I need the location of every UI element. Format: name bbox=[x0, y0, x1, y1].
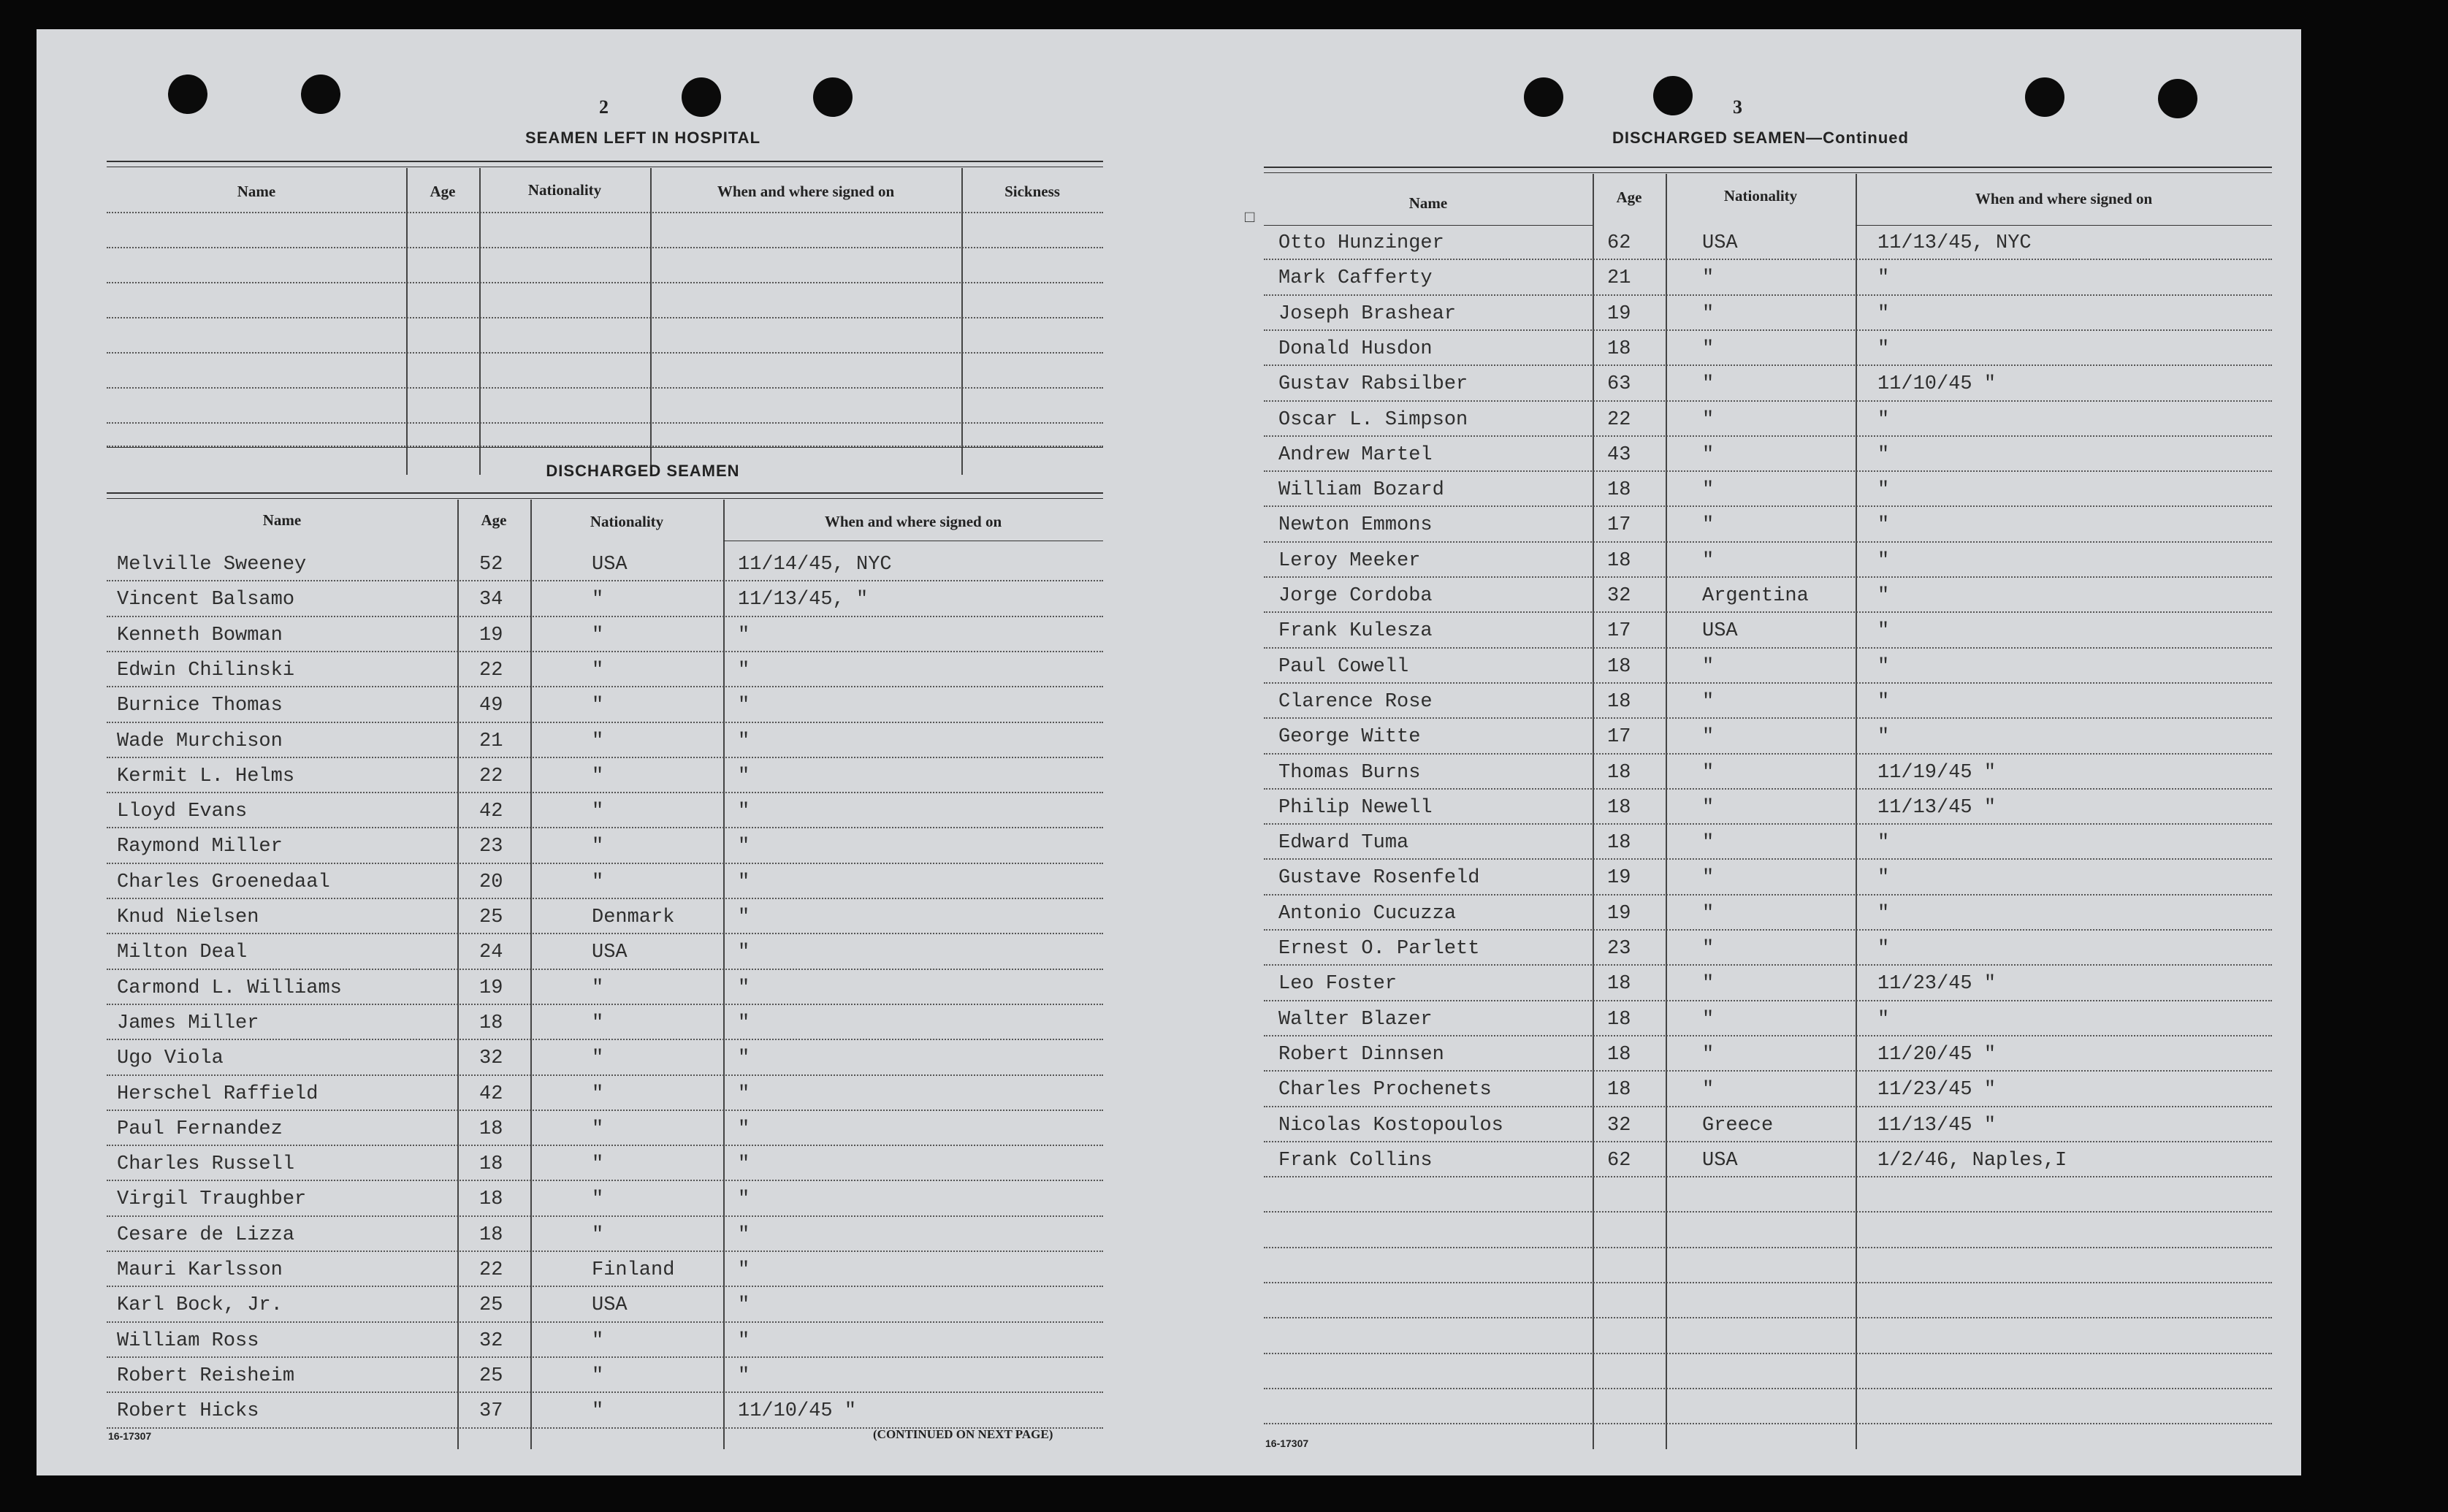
cell-name: Frank Kulesza bbox=[1278, 620, 1433, 643]
col-header-name: Name bbox=[237, 183, 276, 200]
row-rule bbox=[1264, 788, 2272, 790]
row-rule bbox=[1264, 1388, 2272, 1389]
cell-nationality: Greece bbox=[1702, 1114, 1774, 1137]
cell-name: Joseph Brashear bbox=[1278, 302, 1457, 325]
cell-age: 17 bbox=[1607, 514, 1631, 537]
cell-name: Andrew Martel bbox=[1278, 443, 1433, 466]
cell-age: 18 bbox=[479, 1118, 503, 1140]
cell-name: Carmond L. Williams bbox=[117, 977, 342, 999]
cell-age: 18 bbox=[1607, 690, 1631, 713]
cell-nationality: " bbox=[592, 589, 604, 611]
cell-signed: " bbox=[1877, 726, 1890, 749]
row-rule bbox=[1264, 1211, 2272, 1213]
right-page bbox=[1198, 29, 2301, 1475]
cell-signed: " bbox=[738, 942, 750, 964]
cell-age: 22 bbox=[479, 1259, 503, 1281]
cell-age: 42 bbox=[479, 1083, 503, 1105]
cell-signed: " bbox=[738, 1259, 750, 1281]
cell-nationality: " bbox=[1702, 302, 1715, 325]
cell-name: Karl Bock, Jr. bbox=[117, 1294, 283, 1317]
cell-nationality: " bbox=[1702, 1079, 1715, 1101]
form-number: 16-17307 bbox=[108, 1430, 152, 1442]
cell-name: Clarence Rose bbox=[1278, 690, 1433, 713]
cell-age: 25 bbox=[479, 1294, 503, 1317]
form-number: 16-17307 bbox=[1265, 1437, 1309, 1449]
cell-signed: 11/13/45 " bbox=[1877, 796, 1997, 819]
document-sheet bbox=[37, 29, 2301, 1475]
row-rule bbox=[107, 863, 1103, 864]
cell-nationality: " bbox=[1702, 549, 1715, 572]
cell-nationality: " bbox=[592, 1153, 604, 1176]
cell-signed: " bbox=[738, 1294, 750, 1317]
cell-age: 17 bbox=[1607, 620, 1631, 643]
cell-nationality: " bbox=[1702, 1008, 1715, 1031]
cell-name: Edwin Chilinski bbox=[117, 659, 295, 681]
cell-nationality: " bbox=[1702, 408, 1715, 431]
cell-age: 18 bbox=[1607, 973, 1631, 996]
cell-name: Leroy Meeker bbox=[1278, 549, 1421, 572]
cell-age: 32 bbox=[479, 1329, 503, 1352]
row-rule bbox=[1264, 541, 2272, 543]
cell-name: Ernest O. Parlett bbox=[1278, 938, 1480, 960]
cell-signed: 11/10/45 " bbox=[738, 1400, 857, 1423]
cell-age: 18 bbox=[1607, 1079, 1631, 1101]
row-rule bbox=[1264, 929, 2272, 931]
cell-signed: 11/13/45, NYC bbox=[1877, 232, 2032, 254]
cell-nationality: USA bbox=[1702, 620, 1738, 643]
cell-age: 24 bbox=[479, 942, 503, 964]
cell-age: 42 bbox=[479, 801, 503, 823]
cell-signed: " bbox=[738, 1118, 750, 1140]
cell-signed: 1/2/46, Naples,I bbox=[1877, 1149, 2067, 1172]
cell-signed: " bbox=[1877, 832, 1890, 855]
cell-nationality: " bbox=[592, 1012, 604, 1034]
cell-signed: " bbox=[1877, 1008, 1890, 1031]
cell-name: Burnice Thomas bbox=[117, 695, 283, 717]
cell-name: Antonio Cucuzza bbox=[1278, 902, 1457, 925]
cell-signed: " bbox=[1877, 620, 1890, 643]
cell-name: Philip Newell bbox=[1278, 796, 1433, 819]
row-rule bbox=[107, 1074, 1103, 1076]
row-rule bbox=[1264, 294, 2272, 296]
col-header-signed-on: When and where signed on bbox=[717, 183, 895, 200]
row-rule bbox=[1264, 329, 2272, 331]
cell-age: 18 bbox=[479, 1223, 503, 1246]
cell-age: 19 bbox=[479, 977, 503, 999]
cell-age: 18 bbox=[1607, 761, 1631, 784]
row-rule bbox=[1264, 1070, 2272, 1072]
cell-signed: " bbox=[738, 1153, 750, 1176]
cell-signed: " bbox=[738, 695, 750, 717]
row-rule bbox=[107, 651, 1103, 652]
cell-nationality: " bbox=[1702, 902, 1715, 925]
cell-age: 18 bbox=[1607, 655, 1631, 678]
row-rule bbox=[1264, 682, 2272, 684]
col-header-name: Name bbox=[262, 511, 302, 529]
cell-signed: " bbox=[738, 801, 750, 823]
cell-age: 18 bbox=[479, 1153, 503, 1176]
cell-name: Charles Groenedaal bbox=[117, 871, 330, 893]
cell-name: Kermit L. Helms bbox=[117, 765, 295, 787]
cell-nationality: USA bbox=[592, 942, 628, 964]
cell-signed: " bbox=[1877, 302, 1890, 325]
cell-nationality: " bbox=[592, 871, 604, 893]
cell-age: 52 bbox=[479, 554, 503, 576]
cell-name: Herschel Raffield bbox=[117, 1083, 319, 1105]
cell-nationality: " bbox=[1702, 867, 1715, 890]
row-rule bbox=[1264, 1247, 2272, 1248]
cell-name: William Ross bbox=[117, 1329, 259, 1352]
cell-nationality: " bbox=[1702, 514, 1715, 537]
cell-age: 23 bbox=[1607, 938, 1631, 960]
cell-signed: 11/19/45 " bbox=[1877, 761, 1997, 784]
row-rule bbox=[1264, 964, 2272, 966]
cell-age: 63 bbox=[1607, 373, 1631, 396]
cell-name: Vincent Balsamo bbox=[117, 589, 295, 611]
row-rule bbox=[107, 933, 1103, 934]
cell-nationality: " bbox=[592, 1223, 604, 1246]
cell-age: 19 bbox=[479, 624, 503, 646]
cell-nationality: " bbox=[1702, 443, 1715, 466]
row-rule bbox=[1264, 858, 2272, 860]
row-rule bbox=[107, 969, 1103, 970]
cell-age: 22 bbox=[479, 765, 503, 787]
cell-nationality: " bbox=[592, 1118, 604, 1140]
cell-signed: 11/23/45 " bbox=[1877, 973, 1997, 996]
cell-signed: " bbox=[1877, 514, 1890, 537]
row-rule bbox=[107, 792, 1103, 793]
discharged-continued-title: DISCHARGED SEAMEN—Continued bbox=[1612, 129, 1909, 147]
row-rule bbox=[1264, 611, 2272, 613]
col-header-signed-on: When and where signed on bbox=[824, 513, 1002, 530]
cell-age: 21 bbox=[1607, 267, 1631, 290]
cell-name: Gustave Rosenfeld bbox=[1278, 867, 1480, 890]
cell-nationality: " bbox=[592, 1047, 604, 1070]
row-rule bbox=[1264, 1423, 2272, 1424]
cell-name: Walter Blazer bbox=[1278, 1008, 1433, 1031]
cell-age: 34 bbox=[479, 589, 503, 611]
cell-name: Leo Foster bbox=[1278, 973, 1398, 996]
col-header-age: Age bbox=[1616, 188, 1642, 206]
cell-age: 62 bbox=[1607, 232, 1631, 254]
row-rule bbox=[107, 686, 1103, 687]
cell-age: 25 bbox=[479, 1364, 503, 1387]
cell-signed: " bbox=[738, 624, 750, 646]
cell-signed: " bbox=[738, 730, 750, 752]
cell-signed: " bbox=[738, 1012, 750, 1034]
cell-signed: 11/13/45, " bbox=[738, 589, 869, 611]
row-rule bbox=[107, 1391, 1103, 1393]
row-rule bbox=[1264, 647, 2272, 649]
col-header-age: Age bbox=[430, 183, 456, 200]
cell-nationality: USA bbox=[1702, 232, 1738, 254]
cell-age: 32 bbox=[479, 1047, 503, 1070]
row-rule bbox=[1264, 576, 2272, 578]
row-rule bbox=[107, 1004, 1103, 1005]
cell-nationality: Argentina bbox=[1702, 585, 1809, 607]
cell-signed: " bbox=[1877, 690, 1890, 713]
cell-signed: " bbox=[738, 977, 750, 999]
cell-name: Donald Husdon bbox=[1278, 337, 1433, 360]
cell-age: 20 bbox=[479, 871, 503, 893]
row-rule bbox=[107, 1356, 1103, 1358]
cell-nationality: " bbox=[1702, 1043, 1715, 1066]
cell-name: George Witte bbox=[1278, 726, 1421, 749]
row-rule bbox=[1264, 364, 2272, 366]
col-header-name: Name bbox=[1408, 194, 1448, 212]
row-rule bbox=[107, 722, 1103, 723]
cell-nationality: USA bbox=[1702, 1149, 1738, 1172]
row-rule bbox=[1264, 1141, 2272, 1142]
row-rule bbox=[1264, 505, 2272, 507]
cell-name: Mauri Karlsson bbox=[117, 1259, 283, 1281]
cell-nationality: " bbox=[592, 801, 604, 823]
cell-nationality: " bbox=[592, 1083, 604, 1105]
cell-name: Melville Sweeney bbox=[117, 554, 307, 576]
cell-name: Paul Fernandez bbox=[117, 1118, 283, 1140]
cell-name: Oscar L. Simpson bbox=[1278, 408, 1468, 431]
row-rule bbox=[107, 1286, 1103, 1287]
cell-nationality: " bbox=[1702, 832, 1715, 855]
cell-signed: 11/13/45 " bbox=[1877, 1114, 1997, 1137]
row-rule bbox=[107, 1215, 1103, 1217]
cell-signed: " bbox=[1877, 902, 1890, 925]
row-rule bbox=[1264, 1317, 2272, 1318]
cell-age: 37 bbox=[479, 1400, 503, 1423]
cell-name: Kenneth Bowman bbox=[117, 624, 283, 646]
row-rule bbox=[107, 827, 1103, 828]
cell-age: 19 bbox=[1607, 867, 1631, 890]
cell-nationality: " bbox=[1702, 726, 1715, 749]
cell-signed: " bbox=[1877, 267, 1890, 290]
cell-age: 18 bbox=[479, 1012, 503, 1034]
cell-name: Robert Dinnsen bbox=[1278, 1043, 1444, 1066]
row-rule bbox=[107, 757, 1103, 758]
cell-nationality: " bbox=[1702, 337, 1715, 360]
col-header-nationality: Nationality bbox=[1723, 187, 1798, 205]
cell-age: 18 bbox=[1607, 337, 1631, 360]
cell-name: Milton Deal bbox=[117, 942, 248, 964]
cell-signed: " bbox=[738, 1329, 750, 1352]
row-rule bbox=[1264, 823, 2272, 825]
cell-name: Newton Emmons bbox=[1278, 514, 1433, 537]
cell-nationality: " bbox=[592, 624, 604, 646]
cell-signed: " bbox=[738, 1188, 750, 1211]
cell-age: 18 bbox=[1607, 549, 1631, 572]
cell-nationality: Finland bbox=[592, 1259, 675, 1281]
left-page bbox=[37, 29, 1162, 1475]
row-rule bbox=[1264, 470, 2272, 472]
cell-name: Lloyd Evans bbox=[117, 801, 248, 823]
row-rule bbox=[1264, 717, 2272, 719]
cell-nationality: " bbox=[592, 977, 604, 999]
cell-signed: " bbox=[1877, 585, 1890, 607]
cell-nationality: " bbox=[592, 1400, 604, 1423]
cell-age: 18 bbox=[1607, 479, 1631, 502]
cell-nationality: USA bbox=[592, 554, 628, 576]
cell-signed: " bbox=[738, 659, 750, 681]
cell-nationality: USA bbox=[592, 1294, 628, 1317]
cell-signed: 11/20/45 " bbox=[1877, 1043, 1997, 1066]
margin-mark: □ bbox=[1245, 207, 1255, 226]
col-header-nationality: Nationality bbox=[590, 513, 664, 530]
cell-nationality: " bbox=[592, 836, 604, 858]
cell-name: Wade Murchison bbox=[117, 730, 283, 752]
cell-signed: " bbox=[738, 1223, 750, 1246]
cell-nationality: " bbox=[592, 659, 604, 681]
cell-name: Charles Prochenets bbox=[1278, 1079, 1492, 1101]
cell-age: 21 bbox=[479, 730, 503, 752]
cell-signed: " bbox=[1877, 655, 1890, 678]
cell-name: Thomas Burns bbox=[1278, 761, 1421, 784]
cell-nationality: " bbox=[1702, 938, 1715, 960]
cell-signed: " bbox=[1877, 479, 1890, 502]
cell-nationality: " bbox=[1702, 373, 1715, 396]
cell-age: 19 bbox=[1607, 302, 1631, 325]
cell-name: Paul Cowell bbox=[1278, 655, 1409, 678]
row-rule bbox=[1264, 1353, 2272, 1354]
cell-nationality: " bbox=[1702, 973, 1715, 996]
row-rule bbox=[107, 898, 1103, 899]
cell-age: 18 bbox=[1607, 1043, 1631, 1066]
cell-signed: " bbox=[1877, 337, 1890, 360]
cell-age: 22 bbox=[479, 659, 503, 681]
col-header-signed-on: When and where signed on bbox=[1975, 190, 2153, 207]
cell-name: Otto Hunzinger bbox=[1278, 232, 1444, 254]
cell-nationality: " bbox=[592, 765, 604, 787]
cell-nationality: " bbox=[1702, 479, 1715, 502]
cell-signed: " bbox=[738, 1364, 750, 1387]
cell-name: Mark Cafferty bbox=[1278, 267, 1433, 290]
cell-signed: " bbox=[738, 836, 750, 858]
row-rule bbox=[107, 1180, 1103, 1181]
row-rule bbox=[107, 1110, 1103, 1111]
row-rule bbox=[1264, 435, 2272, 437]
cell-signed: " bbox=[738, 1083, 750, 1105]
hospital-section-title: SEAMEN LEFT IN HOSPITAL bbox=[525, 129, 761, 147]
cell-nationality: " bbox=[592, 1364, 604, 1387]
cell-signed: " bbox=[738, 1047, 750, 1070]
cell-name: Robert Reisheim bbox=[117, 1364, 295, 1387]
row-rule bbox=[107, 1145, 1103, 1146]
col-header-sickness: Sickness bbox=[1004, 183, 1060, 200]
discharged-section-title: DISCHARGED SEAMEN bbox=[546, 462, 740, 480]
cell-signed: " bbox=[1877, 549, 1890, 572]
cell-nationality: " bbox=[592, 730, 604, 752]
cell-age: 22 bbox=[1607, 408, 1631, 431]
cell-signed: 11/23/45 " bbox=[1877, 1079, 1997, 1101]
cell-signed: " bbox=[1877, 408, 1890, 431]
cell-signed: " bbox=[1877, 867, 1890, 890]
page-number: 2 bbox=[599, 96, 609, 118]
cell-age: 62 bbox=[1607, 1149, 1631, 1172]
cell-name: Gustav Rabsilber bbox=[1278, 373, 1468, 396]
cell-nationality: " bbox=[1702, 267, 1715, 290]
page-number: 3 bbox=[1733, 96, 1742, 118]
col-header-age: Age bbox=[481, 511, 507, 529]
row-rule bbox=[1264, 1282, 2272, 1283]
cell-name: James Miller bbox=[117, 1012, 259, 1034]
cell-age: 25 bbox=[479, 906, 503, 928]
row-rule bbox=[1264, 400, 2272, 402]
row-rule bbox=[107, 616, 1103, 617]
col-header-nationality: Nationality bbox=[527, 181, 602, 199]
cell-nationality: " bbox=[1702, 690, 1715, 713]
row-rule bbox=[1264, 753, 2272, 755]
cell-age: 19 bbox=[1607, 902, 1631, 925]
cell-name: Ugo Viola bbox=[117, 1047, 224, 1070]
cell-age: 18 bbox=[1607, 1008, 1631, 1031]
row-rule bbox=[107, 1321, 1103, 1323]
cell-age: 43 bbox=[1607, 443, 1631, 466]
cell-nationality: " bbox=[592, 1329, 604, 1352]
cell-age: 32 bbox=[1607, 1114, 1631, 1137]
cell-signed: " bbox=[1877, 938, 1890, 960]
row-rule bbox=[107, 580, 1103, 581]
cell-age: 32 bbox=[1607, 585, 1631, 607]
cell-nationality: " bbox=[1702, 796, 1715, 819]
cell-name: Edward Tuma bbox=[1278, 832, 1409, 855]
row-rule bbox=[1264, 894, 2272, 896]
cell-signed: " bbox=[738, 871, 750, 893]
cell-name: William Bozard bbox=[1278, 479, 1444, 502]
cell-name: Nicolas Kostopoulos bbox=[1278, 1114, 1503, 1137]
row-rule bbox=[1264, 1035, 2272, 1036]
cell-name: Cesare de Lizza bbox=[117, 1223, 295, 1246]
cell-name: Frank Collins bbox=[1278, 1149, 1433, 1172]
cell-age: 18 bbox=[1607, 832, 1631, 855]
cell-age: 18 bbox=[479, 1188, 503, 1211]
cell-nationality: " bbox=[1702, 655, 1715, 678]
cell-age: 49 bbox=[479, 695, 503, 717]
row-rule bbox=[1264, 1000, 2272, 1001]
cell-name: Virgil Traughber bbox=[117, 1188, 307, 1211]
cell-signed: " bbox=[738, 906, 750, 928]
row-rule bbox=[1264, 1176, 2272, 1177]
cell-age: 17 bbox=[1607, 726, 1631, 749]
row-rule bbox=[107, 1039, 1103, 1040]
cell-nationality: " bbox=[592, 695, 604, 717]
cell-signed: 11/10/45 " bbox=[1877, 373, 1997, 396]
cell-signed: " bbox=[1877, 443, 1890, 466]
cell-nationality: " bbox=[592, 1188, 604, 1211]
row-rule bbox=[1264, 1106, 2272, 1107]
cell-signed: 11/14/45, NYC bbox=[738, 554, 892, 576]
cell-name: Raymond Miller bbox=[117, 836, 283, 858]
cell-name: Charles Russell bbox=[117, 1153, 295, 1176]
row-rule bbox=[1264, 259, 2272, 260]
continued-note: (CONTINUED ON NEXT PAGE) bbox=[873, 1427, 1053, 1441]
cell-name: Jorge Cordoba bbox=[1278, 585, 1433, 607]
cell-name: Knud Nielsen bbox=[117, 906, 259, 928]
cell-nationality: Denmark bbox=[592, 906, 675, 928]
cell-name: Robert Hicks bbox=[117, 1400, 259, 1423]
cell-nationality: " bbox=[1702, 761, 1715, 784]
row-rule bbox=[107, 1251, 1103, 1252]
cell-age: 23 bbox=[479, 836, 503, 858]
cell-signed: " bbox=[738, 765, 750, 787]
cell-age: 18 bbox=[1607, 796, 1631, 819]
